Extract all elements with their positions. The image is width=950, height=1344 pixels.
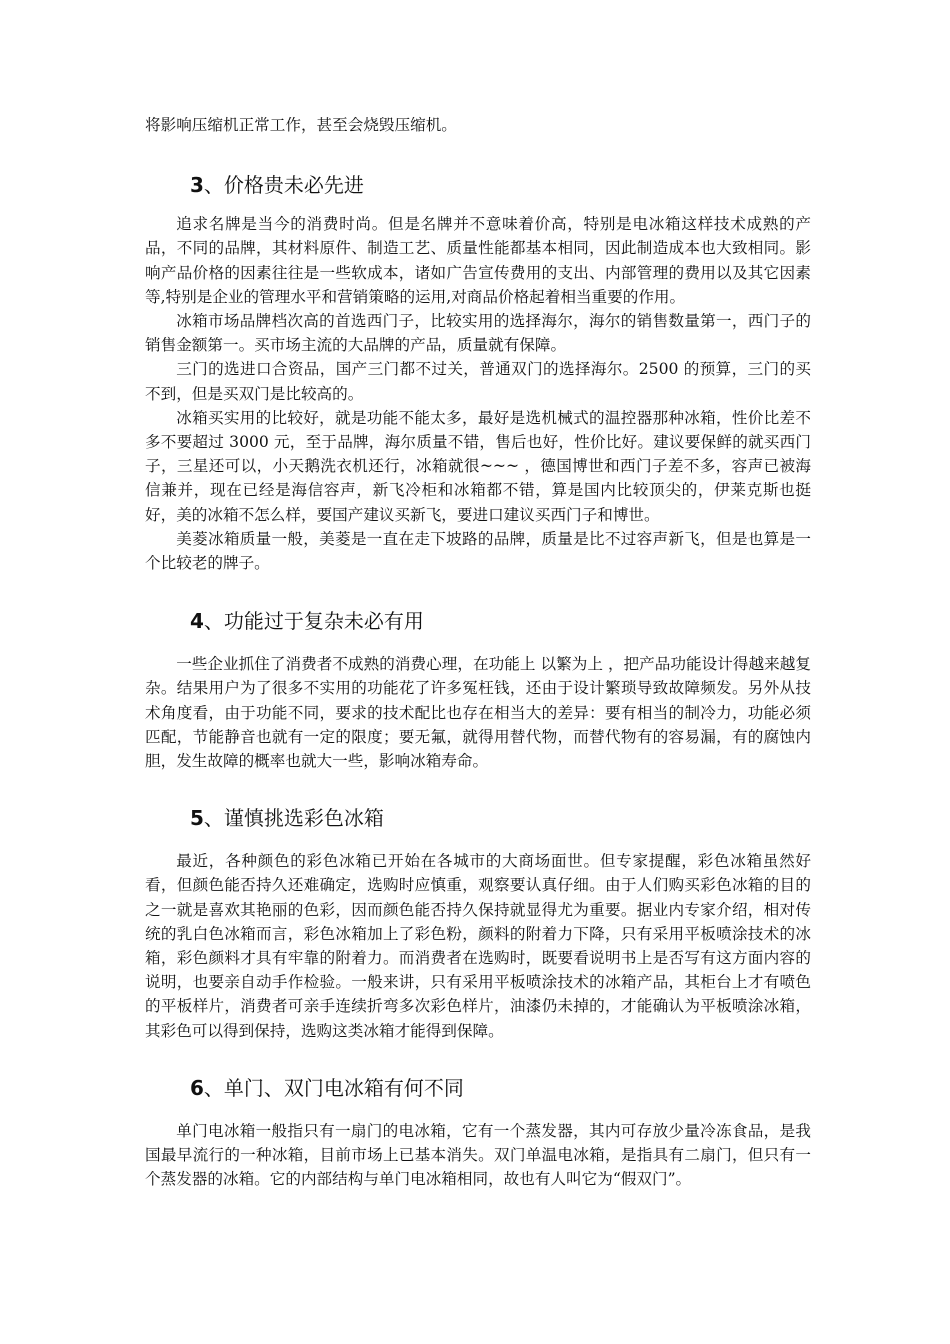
section-number: 3 (190, 173, 204, 198)
section-heading-6 (145, 1075, 811, 1101)
paragraph: 美菱冰箱质量一般，美菱是一直在走下坡路的品牌，质量是比不过容声新飞，但是也算是一个比较老的牌子。 (145, 529, 811, 573)
section-heading-5 (145, 805, 811, 831)
paragraph: 一些企业抓住了消费者不成熟的消费心理，在功能上 以繁为上 ，把产品功能设计得越来越复杂。结果用户为了很多不实用的功能花了许多冤枉钱，还由于设计繁琐导致故障频发。另外从技术角度看，由于功能不同，要求的技术配比也存在相当大的差异：要有相当的制冷力，功能必须匹配，节能静音也就有一定的限度；要无氟，就得用替代物，而替代物有的容易漏，有的腐蚀内胆，发生故障的概率也就大一些，影响冰箱寿命。 (145, 655, 811, 771)
section-number: 6 (190, 1075, 204, 1100)
section-title: 、价格贵未必先进 (203, 173, 364, 198)
paragraph: 三门的选进口合资品，国产三门都不过关，普通双门的选择海尔。2500 的预算，三门的买不到，但是买双门是比较高的。 (145, 360, 811, 403)
section-title: 、谨慎挑选彩色冰箱 (203, 806, 384, 831)
section-number: 5 (190, 806, 204, 831)
intro-paragraph: 将影响压缩机正常工作，甚至会烧毁压缩机。 (145, 116, 457, 134)
section-heading-4 (145, 608, 811, 634)
paragraph: 追求名牌是当今的消费时尚。但是名牌并不意味着价高，特别是电冰箱这样技术成熟的产品，不同的品牌，其材料原件、制造工艺、质量性能都基本相同，因此制造成本也大致相同。影响产品价格的因素往往是一些软成本，诸如广告宣传费用的支出、内部管理的费用以及其它因素等,特别是企业的管理水平和营销策略的运用,对商品价格起着相当重要的作用。 (145, 215, 811, 306)
paragraph: 单门电冰箱一般指只有一扇门的电冰箱，它有一个蒸发器，其内可存放少量冷冻食品，是我国最早流行的一种冰箱，目前市场上已基本消失。双门单温电冰箱，是指具有二扇门，但只有一个蒸发器的冰箱。它的内部结构与单门电冰箱相同，故也有人叫它为“假双门”。 (145, 1121, 811, 1189)
document-body (145, 113, 811, 1192)
paragraph: 最近，各种颜色的彩色冰箱已开始在各城市的大商场面世。但专家提醒，彩色冰箱虽然好看，但颜色能否持久还难确定，选购时应慎重，观察要认真仔细。由于人们购买彩色冰箱的目的之一就是喜欢其艳丽的色彩，因而颜色能否持久保持就显得尤为重要。据业内专家介绍，相对传统的乳白色冰箱而言，彩色冰箱加上了彩色粉，颜料的附着力下降，只有采用平板喷涂技术的冰箱，彩色颜料才具有牢靠的附着力。而消费者在选购时，既要看说明书上是否写有这方面内容的说明，也要亲自动手作检验。一般来讲，只有采用平板喷涂技术的冰箱产品，其柜台上才有喷色的平板样片，消费者可亲手连续折弯多次彩色样片，油漆仍未掉的，才能确认为平板喷涂冰箱，其彩色可以得到保持，选购这类冰箱才能得到保障。 (145, 852, 811, 1040)
section-title: 、功能过于复杂未必有用 (203, 609, 424, 634)
section-title: 、单门、双门电冰箱有何不同 (203, 1075, 464, 1100)
section-heading-3 (145, 172, 811, 198)
section-number: 4 (190, 609, 204, 634)
paragraph: 冰箱买实用的比较好，就是功能不能太多，最好是选机械式的温控器那种冰箱，性价比差不多不要超过 3000 元，至于品牌，海尔质量不错，售后也好，性价比好。建议要保鲜的就买西门子，三星还可以，小天鹅洗衣机还行，冰箱就很~~~ ，德国博世和西门子差不多，容声已被海信兼并，现在已经是海信容声，新飞冷柜和冰箱都不错，算是国内比较顶尖的，伊莱克斯也挺好，美的冰箱不怎么样，要国产建议买新飞，要进口建议买西门子和博世。 (145, 408, 811, 524)
paragraph: 冰箱市场品牌档次高的首选西门子，比较实用的选择海尔，海尔的销售数量第一，西门子的销售金额第一。买市场主流的大品牌的产品，质量就有保障。 (145, 312, 811, 355)
